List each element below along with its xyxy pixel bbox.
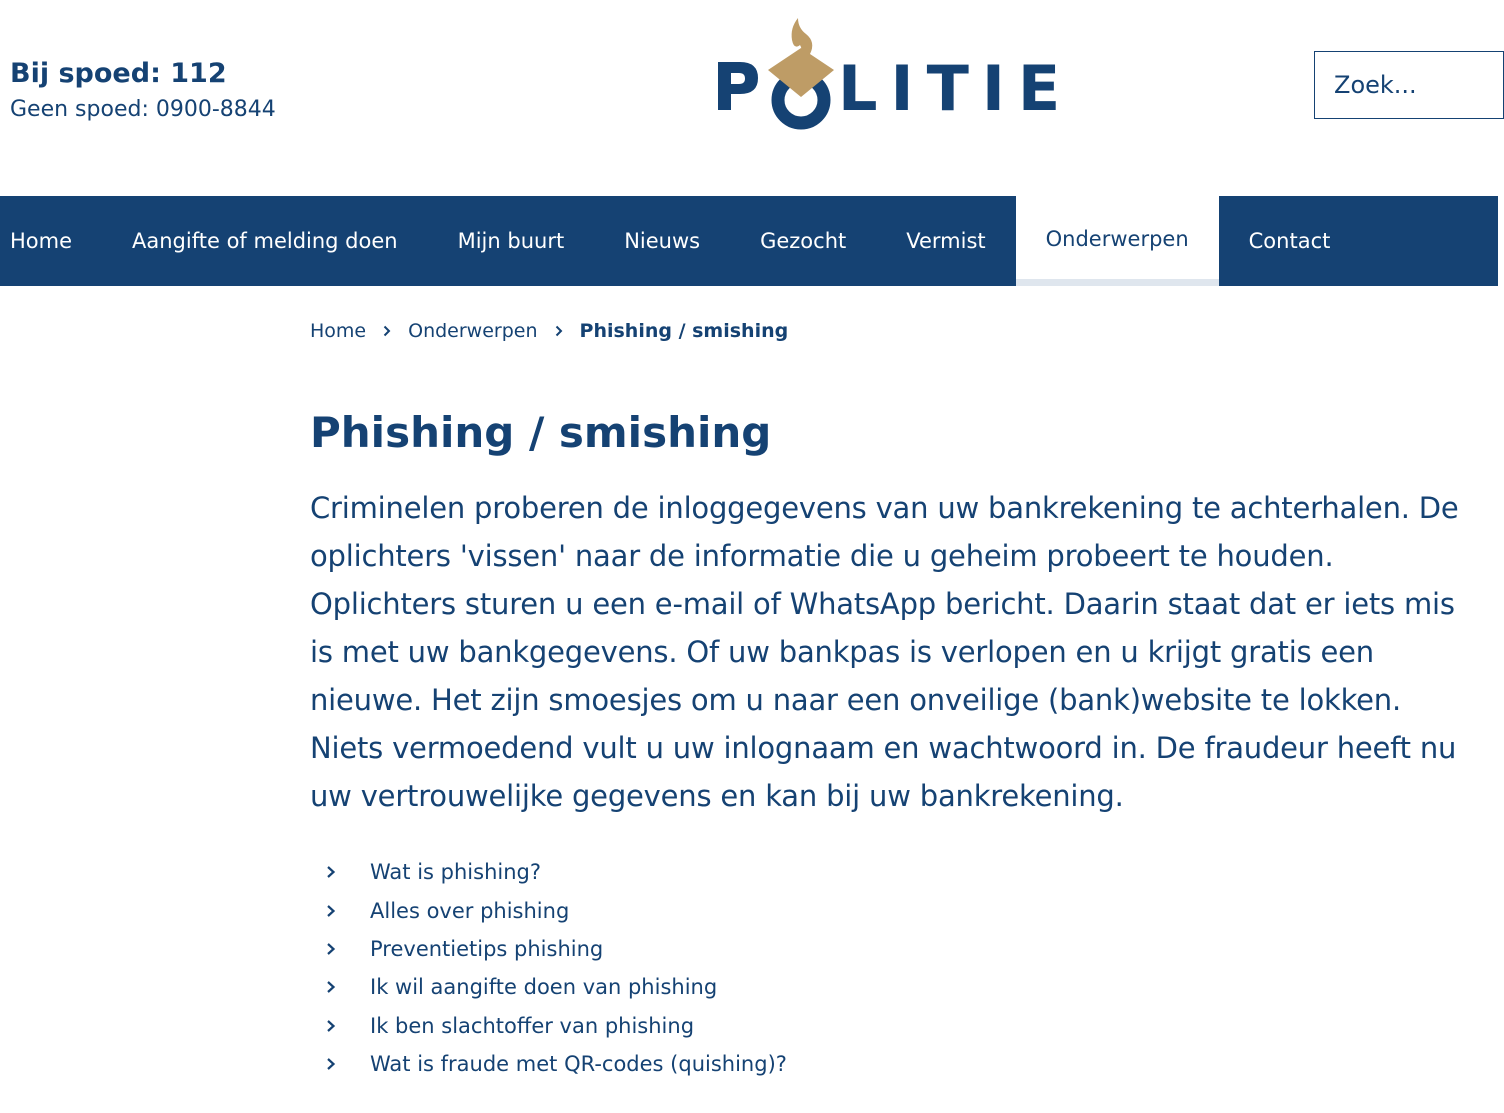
nav-item-aangifte[interactable]: Aangifte of melding doen xyxy=(132,229,398,253)
nonurgent-number[interactable]: Geen spoed: 0900-8844 xyxy=(10,97,276,122)
chevron-right-icon xyxy=(326,942,370,956)
chevron-right-icon xyxy=(326,904,370,918)
politie-logo[interactable] xyxy=(714,14,1074,138)
link-preventietips[interactable]: Preventietips phishing xyxy=(370,936,604,961)
intro-paragraph: Criminelen proberen de inloggegevens van uw bankrekening te achterhalen. De oplichters 'vissen' naar de informatie die u geheim probeert te houden. Oplichters sturen u een e-mail of WhatsApp bericht. Daarin staat dat er iets mis is met uw bankgegevens. Of uw bankpas is verlopen en u krijgt gratis een nieuwe. Het zijn smoesjes om u naar een onveilige (bank)website te lokken. Niets vermoedend vult u uw inlognaam en wachtwoord in. De fraudeur heeft nu uw vertrouwelijke gegevens en kan bij uw bankrekening. xyxy=(310,491,1459,813)
page-title: Phishing / smishing xyxy=(310,408,772,457)
nav-item-onderwerpen[interactable]: Onderwerpen xyxy=(1016,196,1219,286)
nav-item-gezocht[interactable]: Gezocht xyxy=(760,229,847,253)
nav-item-vermist[interactable]: Vermist xyxy=(906,229,986,253)
related-links xyxy=(326,853,787,1083)
nav-item-home[interactable]: Home xyxy=(10,229,73,253)
emergency-numbers xyxy=(10,57,276,125)
breadcrumb-current: Phishing / smishing xyxy=(579,320,789,342)
politie-badge-icon xyxy=(714,14,1074,138)
link-quishing[interactable]: Wat is fraude met QR-codes (quishing)? xyxy=(370,1052,787,1077)
nav-item-mijn-buurt[interactable]: Mijn buurt xyxy=(457,229,565,253)
list-item[interactable] xyxy=(326,1007,787,1045)
chevron-right-icon xyxy=(326,865,370,879)
chevron-right-icon xyxy=(555,325,563,337)
chevron-right-icon xyxy=(326,1019,370,1033)
list-item[interactable] xyxy=(326,968,787,1006)
main-navigation xyxy=(0,196,1498,286)
chevron-right-icon xyxy=(383,325,391,337)
search-box[interactable] xyxy=(1314,51,1504,119)
svg-text:LITIE: LITIE xyxy=(838,52,1074,125)
list-item[interactable] xyxy=(326,891,787,929)
link-slachtoffer-phishing[interactable]: Ik ben slachtoffer van phishing xyxy=(370,1013,695,1038)
list-item[interactable] xyxy=(326,930,787,968)
nav-item-contact[interactable]: Contact xyxy=(1248,229,1331,253)
link-wat-is-phishing[interactable]: Wat is phishing? xyxy=(370,860,541,885)
list-item[interactable] xyxy=(326,1045,787,1083)
chevron-right-icon xyxy=(326,980,370,994)
breadcrumb-onderwerpen[interactable]: Onderwerpen xyxy=(408,320,538,342)
list-item[interactable] xyxy=(326,853,787,891)
link-aangifte-phishing[interactable]: Ik wil aangifte doen van phishing xyxy=(370,975,718,1000)
chevron-right-icon xyxy=(326,1057,370,1071)
breadcrumb xyxy=(310,320,788,342)
link-alles-over-phishing[interactable]: Alles over phishing xyxy=(370,898,570,923)
search-input[interactable] xyxy=(1315,52,1503,118)
urgent-number: Bij spoed: 112 xyxy=(10,58,227,89)
nav-item-nieuws[interactable]: Nieuws xyxy=(624,229,701,253)
breadcrumb-home[interactable]: Home xyxy=(310,320,367,342)
